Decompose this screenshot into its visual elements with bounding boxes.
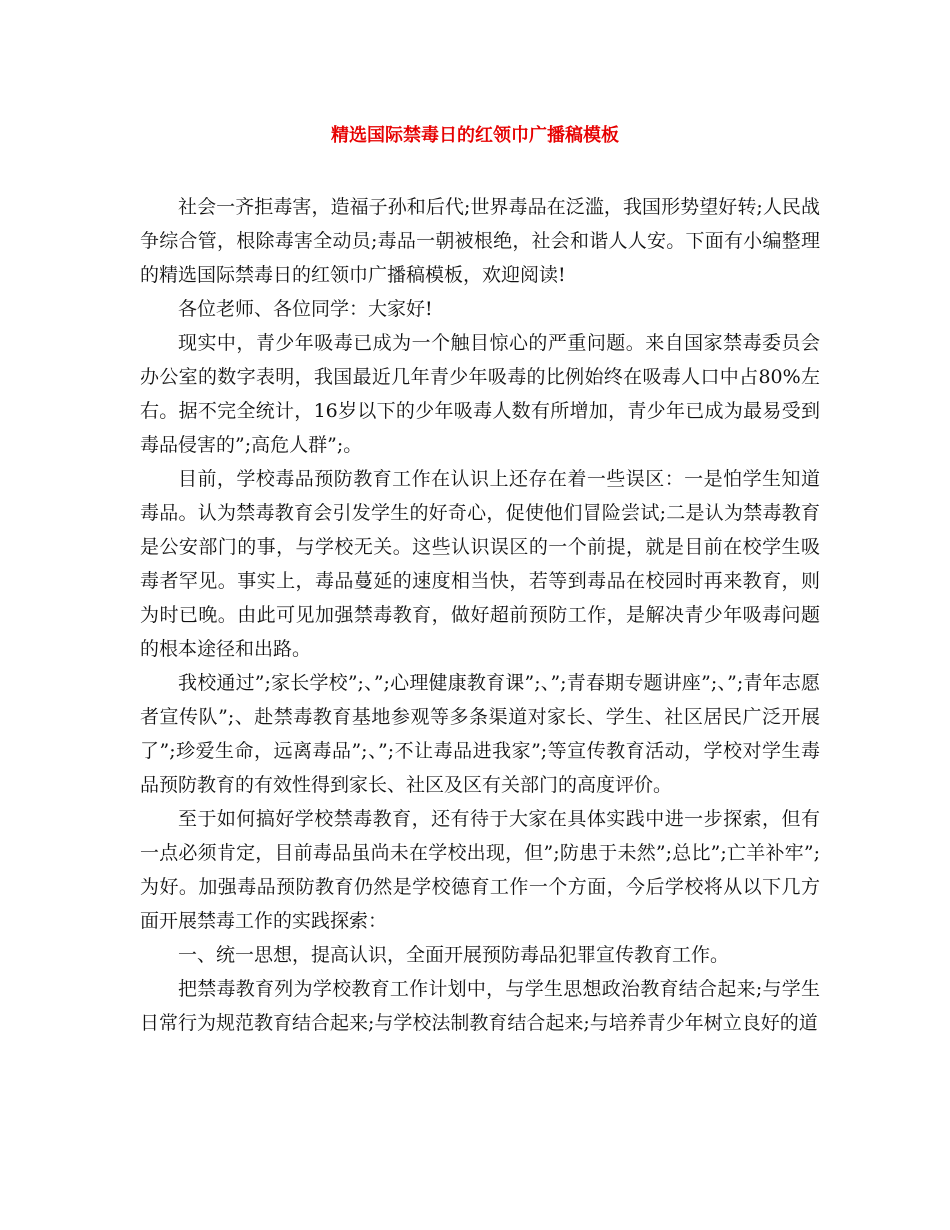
document-title: 精选国际禁毒日的红领巾广播稿模板 xyxy=(331,125,619,146)
paragraph-reality: 现实中，青少年吸毒已成为一个触目惊心的严重问题。来自国家禁毒委员会办公室的数字表明，我国最近几年青少年吸毒的比例始终在吸毒人口中占80%左右。据不完全统计，16岁以下的少年吸毒人数有所增加，青少年已成为最易受到毒品侵害的”;高危人群”;。 xyxy=(140,332,820,456)
paragraph-misconceptions: 目前，学校毒品预防教育工作在认识上还存在着一些误区：一是怕学生知道毒品。认为禁毒教育会引发学生的好奇心，促使他们冒险尝试;二是认为禁毒教育是公安部门的事，与学校无关。这些认识误区的一个前提，就是目前在校学生吸毒者罕见。事实上，毒品蔓延的速度相当快，若等到毒品在校园时再来教育，则为时已晚。由此可见加强禁毒教育，做好超前预防工作，是解决青少年吸毒问题的根本途径和出路。 xyxy=(140,468,820,660)
paragraph-school-activities: 我校通过”;家长学校”;、”;心理健康教育课”;、”;青春期专题讲座”;、”;青年志愿者宣传队”;、赴禁毒教育基地参观等多条渠道对家长、学生、社区居民广泛开展了”;珍爱生命，远离毒品”;、”;不让毒品进我家”;等宣传教育活动，学校对学生毒品预防教育的有效性得到家长、社区及区有关部门的高度评价。 xyxy=(140,672,820,796)
document-body xyxy=(140,190,820,1040)
paragraph-intro: 社会一齐拒毒害，造福子孙和后代;世界毒品在泛滥，我国形势望好转;人民战争综合管，根除毒害全动员;毒品一朝被根绝，社会和谐人人安。下面有小编整理的精选国际禁毒日的红领巾广播稿模板，欢迎阅读! xyxy=(140,196,820,286)
paragraph-plan: 把禁毒教育列为学校教育工作计划中，与学生思想政治教育结合起来;与学生日常行为规范教育结合起来;与学校法制教育结合起来;与培养青少年树立良好的道 xyxy=(140,978,820,1034)
paragraph-greeting: 各位老师、各位同学：大家好! xyxy=(178,298,433,320)
paragraph-point-one: 一、统一思想，提高认识，全面开展预防毒品犯罪宣传教育工作。 xyxy=(178,944,730,966)
paragraph-exploration: 至于如何搞好学校禁毒教育，还有待于大家在具体实践中进一步探索，但有一点必须肯定，目前毒品虽尚未在学校出现，但”;防患于未然”;总比”;亡羊补牢”;为好。加强毒品预防教育仍然是学校德育工作一个方面，今后学校将从以下几方面开展禁毒工作的实践探索： xyxy=(140,808,820,932)
